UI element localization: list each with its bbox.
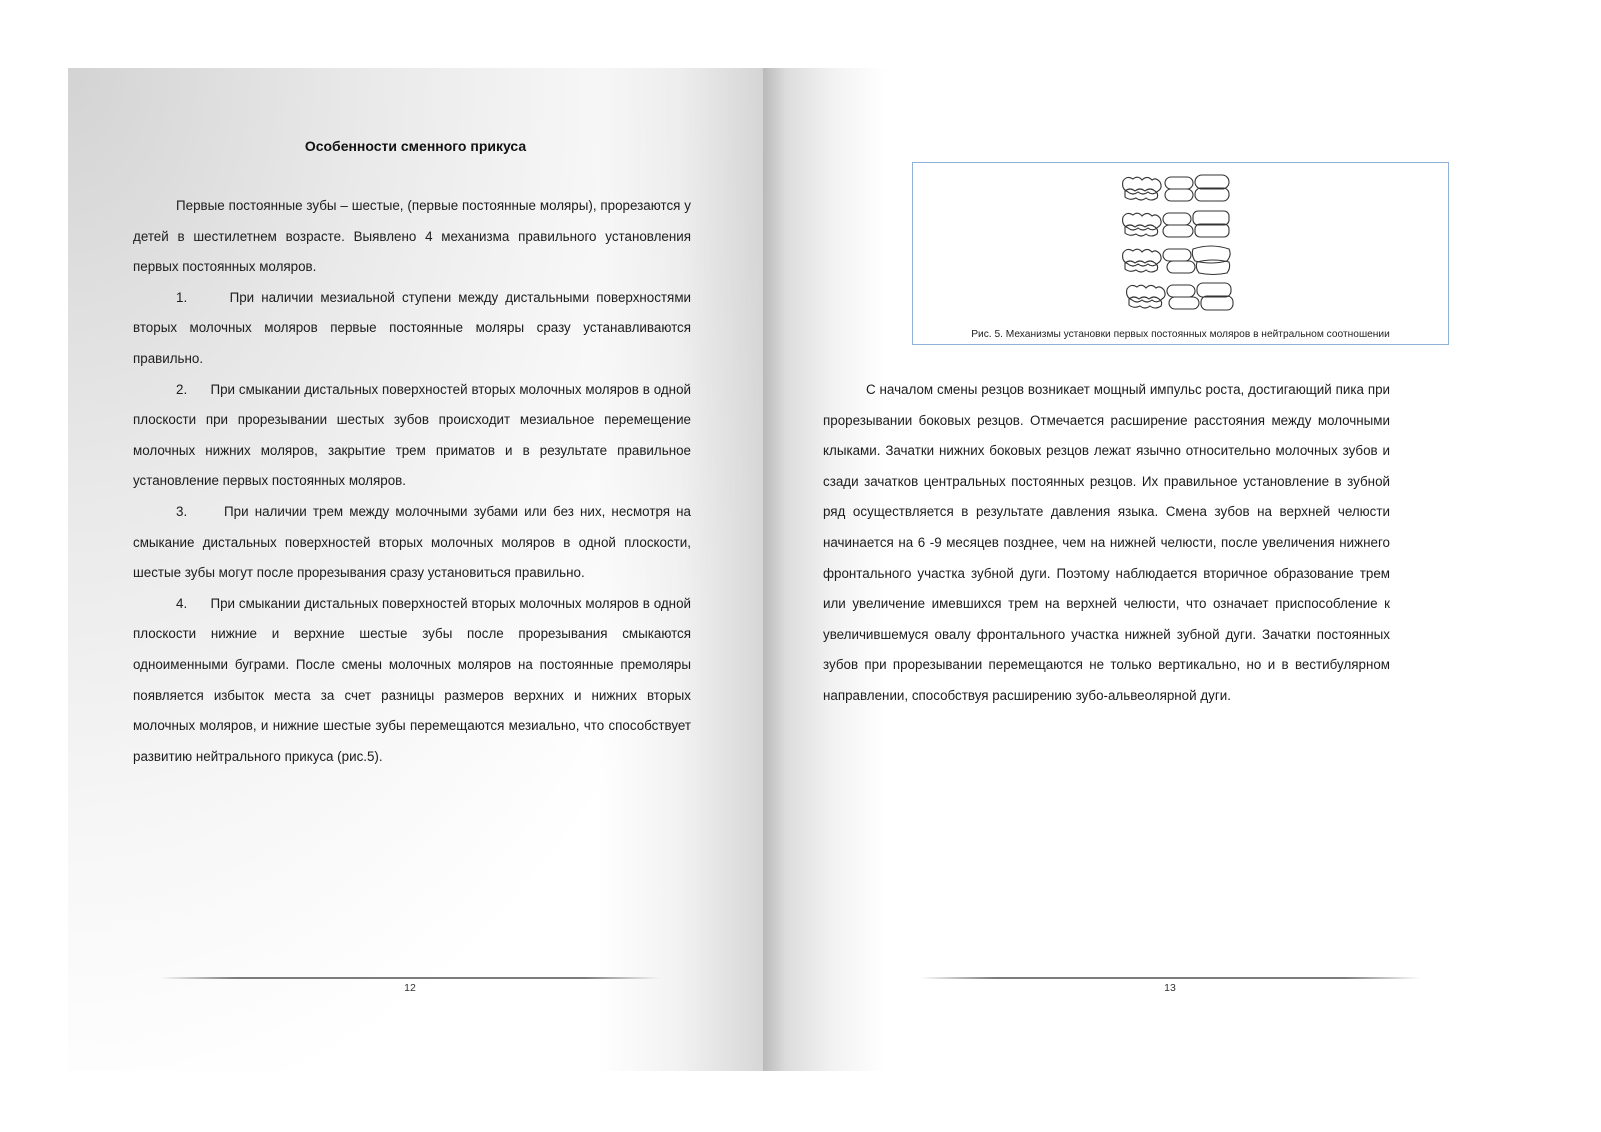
paragraph-item-1: 1. При наличии мезиальной ступени между дистальными поверхностями вторых молочных моляров первые постоянные моляры сразу устанавливаются правильно. xyxy=(133,289,691,366)
page-number: 13 xyxy=(1164,982,1176,994)
paragraph-body: С началом смены резцов возникает мощный импульс роста, достигающий пика при прорезывании боковых резцов. Отмечается расширение расстояния между молочными клыками. Зачатки нижних боковых резцов лежат язычно относительно молочных зубов и сзади зачатков центральных постоянных резцов. Их правильное установление в зубной ряд осуществляется в результате давления языка. Смена зубов на верхней челюсти начинается на 6 -9 месяцев позднее, чем на нижней челюсти, после увеличения нижнего фронтального участка зубной дуги. Поэтому наблюдается вторичное образование трем или увеличение имевшихся трем на верхней челюсти, что означает приспособление к увеличившемуся овалу фронтального участка нижней зубной дуги. Зачатки постоянных зубов при прорезывании перемещаются не только вертикально, но и в вестибулярном направлении, способствуя расширению зубо-альвеолярной дуги. xyxy=(823,382,1390,703)
figure-molars xyxy=(912,162,1449,345)
figure-caption: Рис. 5. Механизмы установки первых постоянных моляров в нейтральном соотношении xyxy=(971,329,1390,340)
left-page xyxy=(68,68,763,1071)
right-page xyxy=(763,68,1533,1071)
tooth-row-2 xyxy=(1123,211,1229,237)
tooth-row-4 xyxy=(1127,283,1233,310)
book-spread xyxy=(68,68,1533,1071)
right-page-text xyxy=(823,375,1390,712)
footer-divider xyxy=(160,977,660,979)
page-number: 12 xyxy=(404,982,416,994)
paragraph-intro: Первые постоянные зубы – шестые, (первые постоянные моляры), прорезаются у детей в шестилетнем возрасте. Выявлено 4 механизма правильного установления первых постоянных моляров. xyxy=(133,198,691,275)
tooth-row-1 xyxy=(1123,175,1229,201)
molars-drawing xyxy=(913,163,1450,323)
page-title: Особенности сменного прикуса xyxy=(304,138,527,154)
left-page-text xyxy=(133,191,691,772)
tooth-row-3 xyxy=(1123,246,1231,275)
paragraph-item-2: 2. При смыкании дистальных поверхностей вторых молочных моляров в одной плоскости при прорезывании шестых зубов происходит мезиальное перемещение молочных нижних моляров, закрытие трем приматов и в результате правильное установление первых постоянных моляров. xyxy=(133,381,691,489)
paragraph-item-3: 3. При наличии трем между молочными зубами или без них, несмотря на смыкание дистальных поверхностей вторых молочных моляров в одной плоскости, шестые зубы могут после прорезывания сразу установиться правильно. xyxy=(133,503,691,581)
paragraph-item-4: 4. При смыкании дистальных поверхностей вторых молочных моляров в одной плоскости нижние и верхние шестые зубы после прорезывания смыкаются одноименными буграми. После смены молочных моляров на постоянные премоляры появляется избыток места за счет разницы размеров верхних и нижних вторых молочных моляров, и нижние шестые зубы перемещаются мезиально, что способствует развитию нейтрального прикуса (рис.5). xyxy=(133,595,691,764)
footer-divider xyxy=(920,977,1420,979)
